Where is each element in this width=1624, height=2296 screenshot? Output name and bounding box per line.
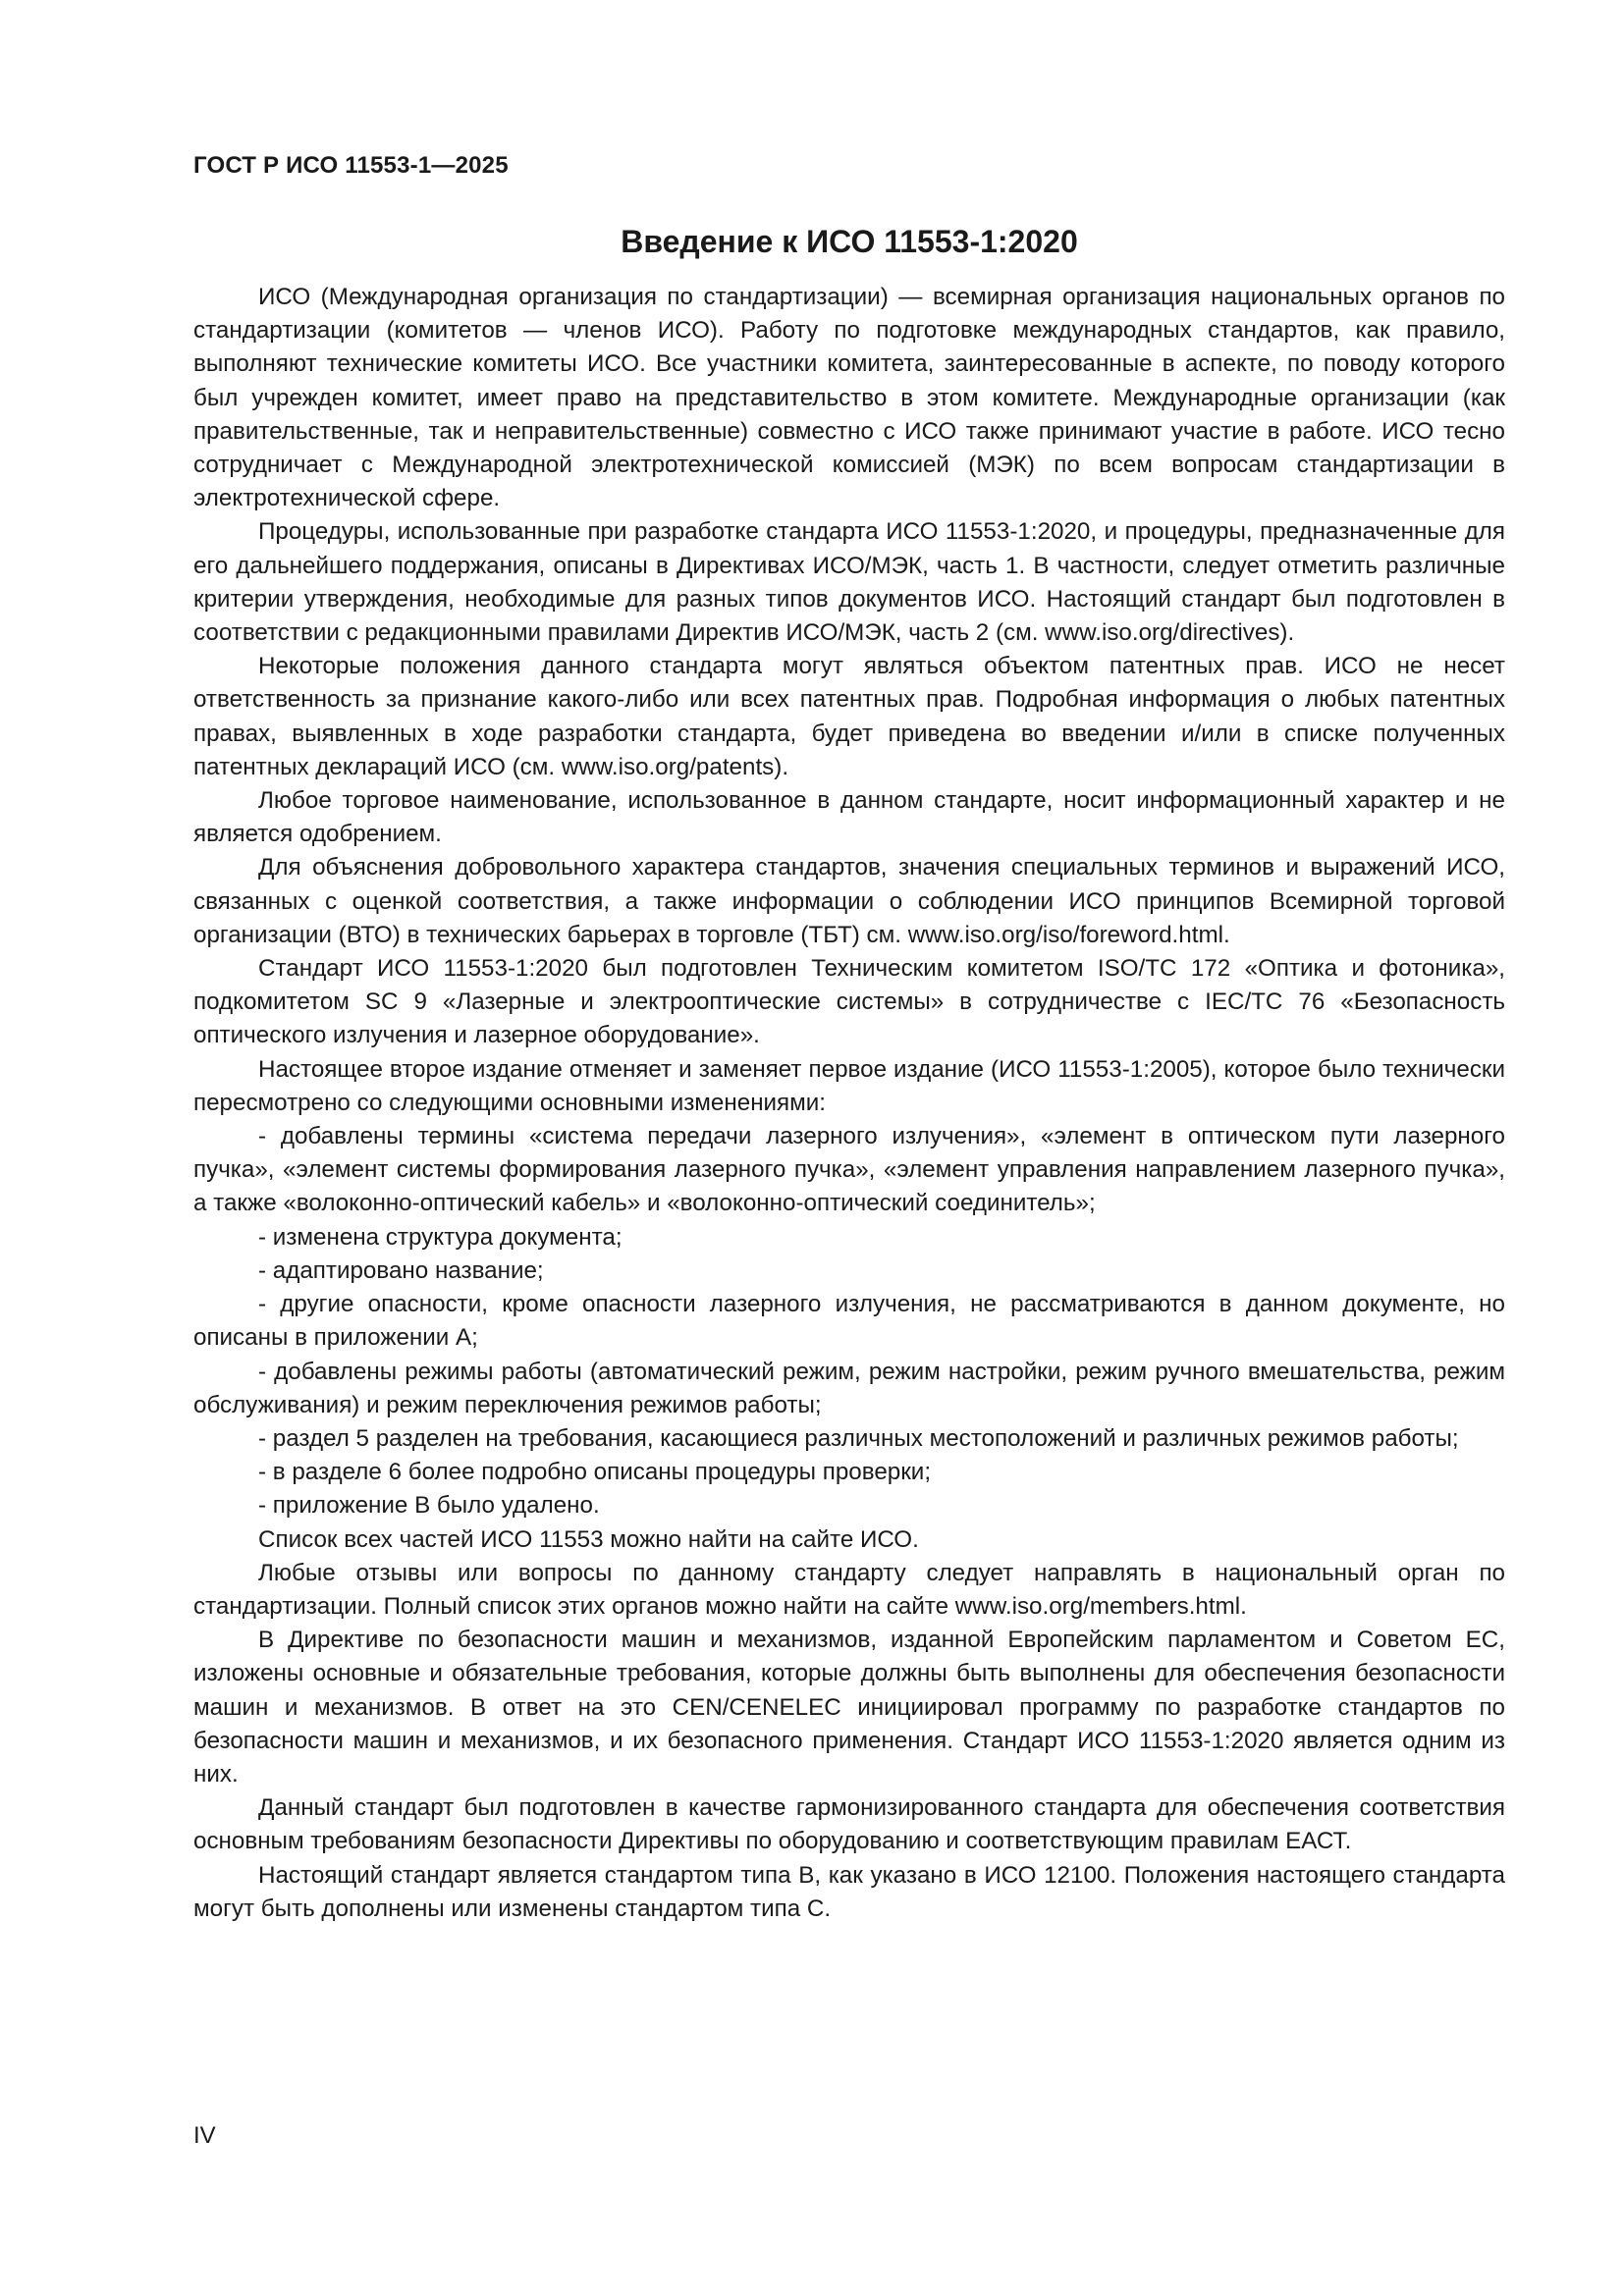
list-item: - добавлены режимы работы (автоматический режим, режим настройки, режим ручного вмешательства, режим обслуживания) и режим переключения режимов работы;	[193, 1358, 1505, 1418]
paragraph-patents: Некоторые положения данного стандарта могут являться объектом патентных прав. ИСО не несет ответственность за признание какого-либо или всех патентных прав. Подробная информация о любых патентных правах, выявленных в ходе разработки стандарта, будет приведена во введении и/или в списке полученных патентных деклараций ИСО (см. www.iso.org/patents).	[193, 653, 1505, 780]
paragraph-procedures: Процедуры, использованные при разработке стандарта ИСО 11553-1:2020, и процедуры, предназначенные для его дальнейшего поддержания, описаны в Директивах ИСО/МЭК, часть 1. В частности, следует отметить различные критерии утверждения, необходимые для разных типов документов ИСО. Настоящий стандарт был подготовлен в соответствии с редакционными правилами Директив ИСО/МЭК, часть 2 (см. www.iso.org/directives).	[193, 518, 1505, 647]
paragraph-harmonized: Данный стандарт был подготовлен в качестве гармонизированного стандарта для обеспечения соответствия основным требованиям безопасности Директивы по оборудованию и соответствующим правилам ЕАСТ.	[193, 1794, 1505, 1855]
paragraph-iso-intro: ИСО (Международная организация по стандартизации) — всемирная организация национальных органов по стандартизации (комитетов — членов ИСО). Работу по подготовке международных стандартов, как правило, выполняют технические комитеты ИСО. Все участники комитета, заинтересованные в аспекте, по поводу которого был учрежден комитет, имеет право на представительство в этом комитете. Международные организации (как правительственные, так и неправительственные) совместно с ИСО также принимают участие в работе. ИСО тесно сотрудничает с Международной электротехнической комиссией (МЭК) по всем вопросам стандартизации в электротехнической сфере.	[193, 284, 1505, 512]
list-item: - раздел 5 разделен на требования, касающиеся различных местоположений и различных режимов работы;	[258, 1424, 1459, 1452]
paragraph-feedback: Любые отзывы или вопросы по данному стандарту следует направлять в национальный орган по стандартизации. Полный список этих органов можно найти на сайте www.iso.org/members.html.	[193, 1559, 1505, 1620]
paragraph-trade-names: Любое торговое наименование, использованное в данном стандарте, носит информационный характер и не является одобрением.	[193, 787, 1505, 848]
list-item: - в разделе 6 более подробно описаны процедуры проверки;	[258, 1459, 932, 1486]
list-item: - приложение В было удалено.	[258, 1492, 600, 1520]
list-item: - изменена структура документа;	[258, 1223, 623, 1251]
body-text	[193, 281, 1505, 1926]
list-item: - адаптировано название;	[258, 1256, 544, 1284]
document-header: ГОСТ Р ИСО 11553-1—2025	[193, 152, 509, 179]
paragraph-committee: Стандарт ИСО 11553-1:2020 был подготовлен Техническим комитетом ISO/TC 172 «Оптика и фотоника», подкомитетом SC 9 «Лазерные и электрооптические системы» в сотрудничестве с IEC/TC 76 «Безопасность оптического излучения и лазерное оборудование».	[193, 955, 1505, 1049]
paragraph-type-b: Настоящий стандарт является стандартом типа В, как указано в ИСО 12100. Положения настоящего стандарта могут быть дополнены или изменены стандартом типа С.	[193, 1861, 1505, 1922]
list-item: - добавлены термины «система передачи лазерного излучения», «элемент в оптическом пути лазерного пучка», «элемент системы формирования лазерного пучка», «элемент управления направлением лазерного пучка», а также «волоконно-оптический кабель» и «волоконно-оптический соединитель»;	[193, 1123, 1505, 1217]
list-item: - другие опасности, кроме опасности лазерного излучения, не рассматриваются в данном документе, но описаны в приложении А;	[193, 1291, 1505, 1352]
page-title: Введение к ИСО 11553-1:2020	[621, 224, 1078, 259]
paragraph-voluntary-nature: Для объяснения добровольного характера стандартов, значения специальных терминов и выражений ИСО, связанных с оценкой соответствия, а также информации о соблюдении ИСО принципов Всемирной торговой организации (ВТО) в технических барьерах в торговле (ТБТ) см. www.iso.org/iso/foreword.html.	[193, 854, 1505, 948]
paragraph-second-edition: Настоящее второе издание отменяет и заменяет первое издание (ИСО 11553-1:2005), которое было технически пересмотрено со следующими основными изменениями:	[193, 1055, 1505, 1116]
page-number: IV	[193, 2122, 216, 2149]
paragraph-machinery-directive: В Директиве по безопасности машин и механизмов, изданной Европейским парламентом и Советом ЕС, изложены основные и обязательные требования, которые должны быть выполнены для обеспечения безопасности машин и механизмов. В ответ на это CEN/CENELEC инициировал программу по разработке стандартов по безопасности машин и механизмов, и их безопасного применения. Стандарт ИСО 11553-1:2020 является одним из них.	[193, 1627, 1505, 1788]
paragraph-parts-list: Список всех частей ИСО 11553 можно найти на сайте ИСО.	[258, 1525, 919, 1553]
